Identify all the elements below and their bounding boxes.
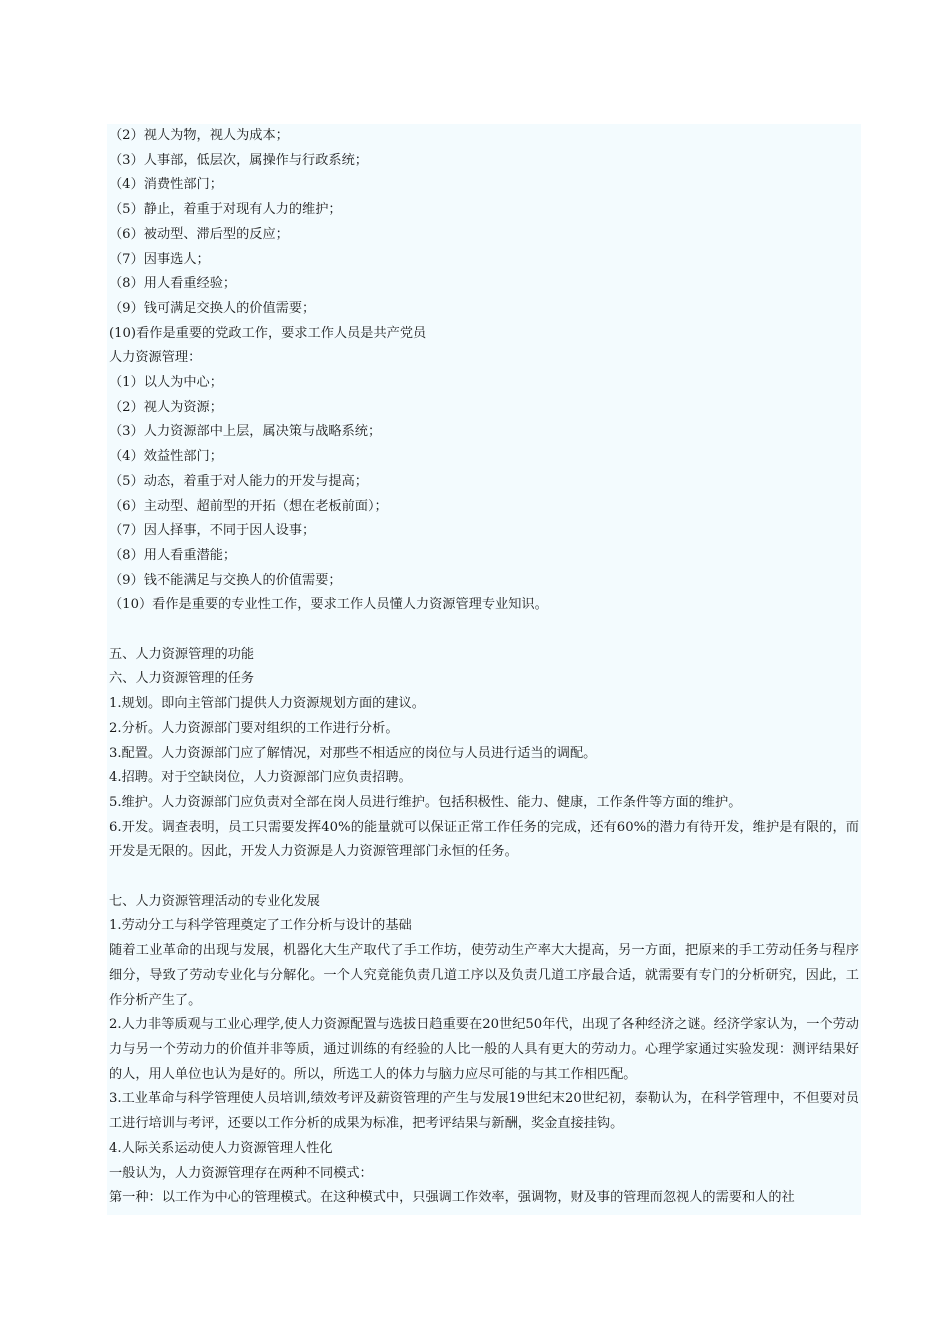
hrm-item: （5）动态，着重于对人能力的开发与提高； [109, 473, 368, 489]
hrm-item: （7）因人择事，不同于因人设事； [109, 523, 316, 539]
traditional-item: （6）被动型、滞后型的反应； [109, 226, 289, 242]
traditional-item: （5）静止，着重于对现有人力的维护； [109, 202, 342, 218]
hrm-item: （6）主动型、超前型的开拓（想在老板前面）； [109, 498, 388, 514]
section-5-title: 五、人力资源管理的功能 [109, 646, 255, 662]
section-7-paragraph: 3.工业革命与科学管理使人员培训,绩效考评及薪资管理的产生与发展19世纪末20世纪初，泰勒认为，在科学管理中，不但要对员工进行培训与考评，还要以工作分析的成果为标准，把考评结果与新酬，奖金直接挂钩。 [109, 1091, 859, 1132]
hrm-item: （2）视人为资源； [109, 399, 223, 415]
hrm-item: （9）钱不能满足与交换人的价值需要； [109, 572, 342, 588]
section-7-paragraph: 第一种：以工作为中心的管理模式。在这种模式中，只强调工作效率，强调物，财及事的管理而忽视人的需要和人的社 [109, 1190, 795, 1206]
document-body [107, 124, 861, 1215]
section-7-paragraph: 1.劳动分工与科学管理奠定了工作分析与设计的基础 [109, 918, 412, 934]
task-item: 5.维护。人力资源部门应负责对全部在岗人员进行维护。包括积极性、能力、健康，工作条件等方面的维护。 [109, 794, 742, 810]
section-6-title: 六、人力资源管理的任务 [109, 671, 255, 687]
blank-line [107, 865, 861, 890]
hrm-item: （3）人力资源部中上层，属决策与战略系统； [109, 424, 382, 440]
hrm-item: （10）看作是重要的专业性工作，要求工作人员懂人力资源管理专业知识。 [109, 597, 548, 613]
blank-line [107, 618, 861, 643]
section-7-paragraph: 随着工业革命的出现与发展，机器化大生产取代了手工作坊，使劳动生产率大大提高，另一方面，把原来的手工劳动任务与程序细分，导致了劳动专业化与分解化。一个人究竟能负责几道工序以及负责几道工序最合适，就需要有专门的分析研究，因此，工作分析产生了。 [109, 943, 859, 1008]
traditional-item: （4）消费性部门； [109, 177, 223, 193]
task-item: 6.开发。调查表明，员工只需要发挥40%的能量就可以保证正常工作任务的完成，还有60%的潜力有待开发，维护是有限的，而开发是无限的。因此，开发人力资源是人力资源管理部门永恒的任务。 [109, 819, 859, 860]
hrm-heading: 人力资源管理： [109, 350, 202, 366]
task-item: 4.招聘。对于空缺岗位，人力资源部门应负责招聘。 [109, 770, 412, 786]
section-7-paragraph: 一般认为，人力资源管理存在两种不同模式： [109, 1165, 373, 1181]
traditional-item: （7）因事选人； [109, 251, 210, 267]
task-item: 1.规划。即向主管部门提供人力资源规划方面的建议。 [109, 696, 425, 712]
section-7-paragraph: 4.人际关系运动使人力资源管理人性化 [109, 1140, 333, 1156]
hrm-item: （4）效益性部门； [109, 449, 223, 465]
traditional-item: （9）钱可满足交换人的价值需要； [109, 300, 316, 316]
traditional-item: （2）视人为物，视人为成本； [109, 128, 289, 143]
hrm-item: （8）用人看重潜能； [109, 547, 237, 563]
section-7-paragraph: 2.人力非等质观与工业心理学,使人力资源配置与选拔日趋重要在20世纪50年代，出现了各种经济之谜。经济学家认为，一个劳动力与另一个劳动力的价值并非等质，通过训练的有经验的人比一般的人具有更大的劳动力。心理学家通过实验发现：测评结果好的人，用人单位也认为是好的。所以，所选工人的体力与脑力应尽可能的与其工作相匹配。 [109, 1017, 859, 1082]
task-item: 2.分析。人力资源部门要对组织的工作进行分析。 [109, 720, 399, 736]
hrm-item: （1）以人为中心； [109, 375, 223, 391]
traditional-item: (10)看作是重要的党政工作，要求工作人员是共产党员 [109, 325, 427, 341]
traditional-item: （3）人事部，低层次，属操作与行政系统； [109, 152, 368, 168]
task-item: 3.配置。人力资源部门应了解情况，对那些不相适应的岗位与人员进行适当的调配。 [109, 745, 597, 761]
section-7-title: 七、人力资源管理活动的专业化发展 [109, 893, 320, 909]
traditional-item: （8）用人看重经验； [109, 276, 237, 292]
